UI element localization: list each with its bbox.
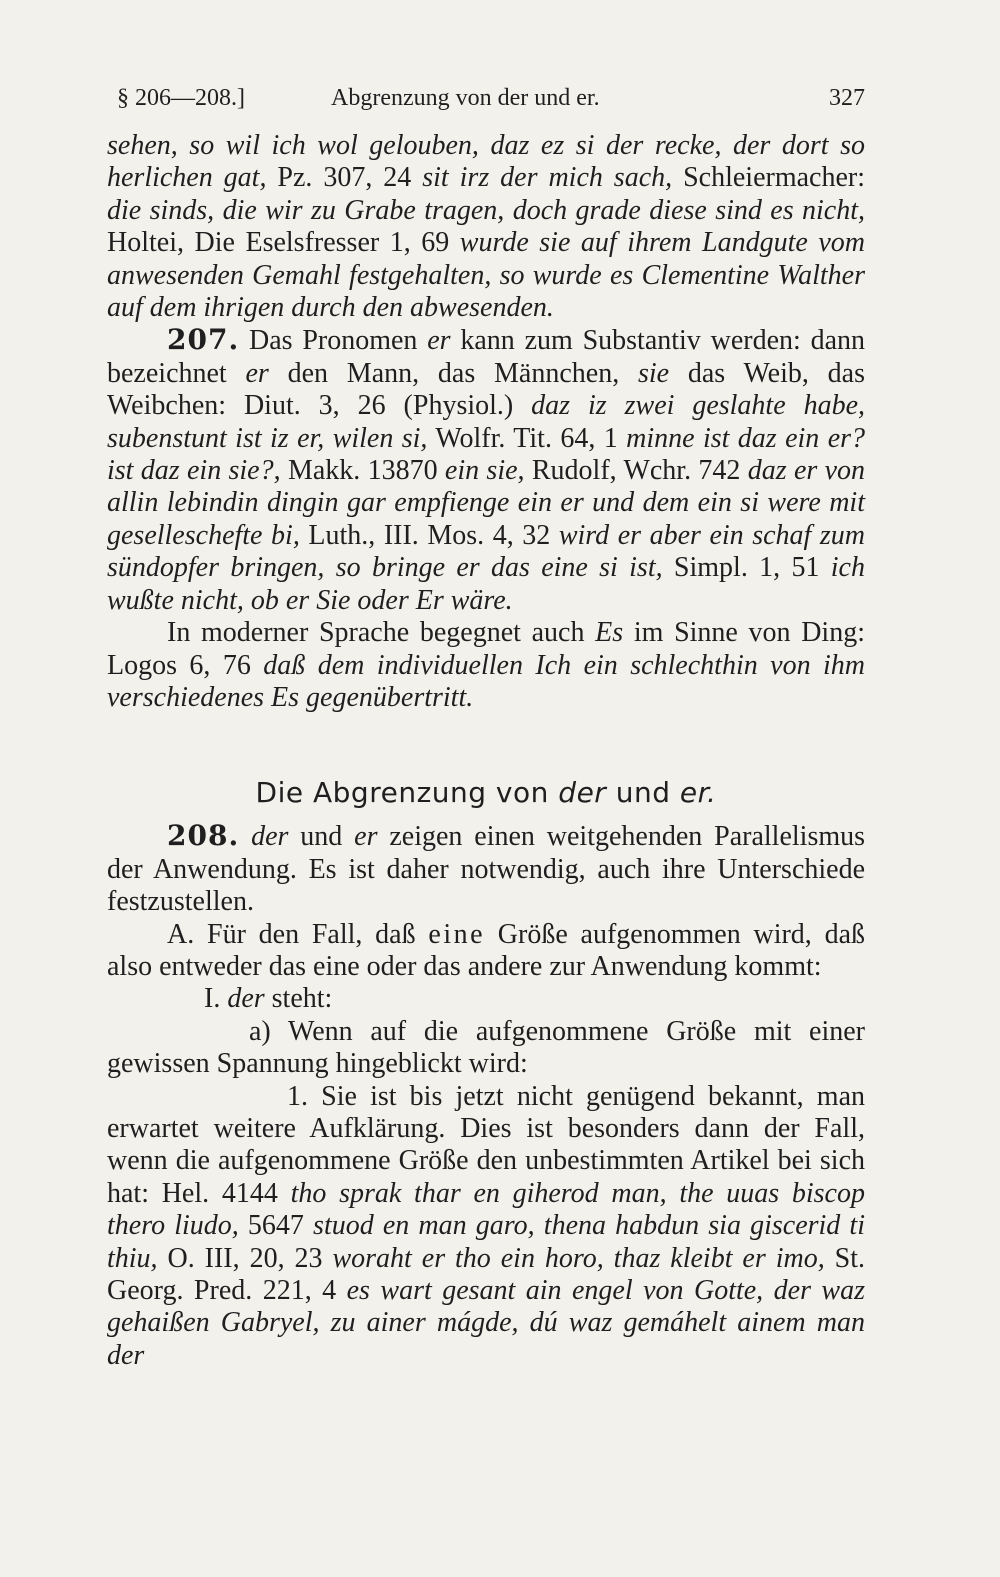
paragraph-case-i [107, 983, 865, 1015]
emphasis: eine [428, 918, 486, 950]
text: steht: [264, 983, 333, 1015]
heading-prefix: Die Abgrenzung von [255, 776, 549, 810]
term: er [427, 325, 451, 357]
page-body [107, 130, 865, 1372]
paragraph-207 [107, 324, 865, 617]
paragraph-case-1 [107, 1081, 865, 1373]
citation: 5647 [238, 1210, 314, 1242]
citation: Pz. 307, 24 [266, 162, 423, 194]
citation: O. III, 20, 23 [157, 1242, 333, 1274]
quote: daz er von allin lebindin dingin gar empfienge ein er und dem ein si were mit geselleschefte bi, [107, 455, 866, 551]
running-title: Abgrenzung von der und er. [331, 85, 600, 111]
text: I. [204, 983, 228, 1015]
section-range: § 206—208.] [117, 85, 245, 111]
quote: ein sie, [444, 455, 525, 487]
running-header [117, 82, 865, 114]
text: und [288, 821, 355, 853]
section-number: 208. [167, 819, 240, 853]
citation: St. Georg. Pred. 221, 4 [107, 1242, 865, 1306]
quote: minne ist daz ein er? ist daz ein sie?, [107, 422, 866, 487]
term: sie [637, 357, 670, 389]
quote: es wart gesant ain engel von Gotte, der waz gehaißen Gabryel, zu ainer mágde, dú waz gemáhelt ainem man der [107, 1275, 865, 1371]
paragraph-continuation [107, 130, 865, 324]
paragraph-208 [107, 820, 865, 918]
citation: Wolfr. Tit. 64, 1 [427, 422, 627, 454]
quote: wird er aber ein schaf zum sündopfer bringen, so bringe er das eine si ist, [107, 519, 866, 584]
citation: Makk. 13870 [280, 455, 445, 487]
paragraph-modern-usage [107, 617, 865, 714]
paragraph-case-a [107, 919, 865, 984]
heading-middle: und [615, 776, 671, 810]
heading-term-der: der [558, 776, 607, 810]
term: der [227, 983, 265, 1015]
quote: stuod en man garo, thena habdun sia giscerid ti thiu, [107, 1210, 865, 1274]
page-number: 327 [829, 85, 865, 111]
term: er [354, 821, 378, 853]
text: In moderner Sprache begegnet auch [167, 617, 596, 649]
quote: sehen, so wil ich wol gelouben, daz ez si der recke, der dort so herlichen gat, [107, 130, 865, 194]
heading-term-er: er. [679, 776, 717, 810]
text: zeigen einen weitgehenden Parallelismus der Anwendung. Es ist daher notwendig, auch ihre Unterschiede festzustellen. [107, 821, 866, 918]
text: 1. Sie ist bis jetzt nicht genügend bekannt, man erwartet weitere Aufklärung. Dies ist besonders dann der Fall, wenn die aufgenommene Größe den unbestimmten Artikel bei sich hat: Hel. 4144 [107, 1080, 865, 1209]
citation: Rudolf, Wchr. 742 [524, 455, 748, 487]
quote: wurde sie auf ihrem Landgute vom anwesenden Gemahl festgehalten, so wurde es Clementine Walther auf dem ihrigen durch den abwesenden. [107, 227, 866, 324]
quote: daß dem individuellen Ich ein schlechthin von ihm verschiedenes Es gegenübertritt. [107, 649, 865, 713]
paragraph-case-a-lower [107, 1016, 865, 1081]
quote: daz iz zwei geslahte habe, subenstunt ist iz er, wilen si, [107, 390, 866, 454]
quote: ich wußte nicht, ob er Sie oder Er wäre. [107, 552, 865, 616]
term: er [245, 357, 269, 389]
quote: woraht er tho ein horo, thaz kleibt er imo, [332, 1242, 825, 1274]
citation: Holtei, Die Eselsfresser 1, 69 [107, 227, 460, 259]
text: den Mann, das Männchen, [268, 357, 638, 389]
text: Größe aufgenommen wird, daß also entweder das eine oder das andere zur Anwendung kommt: [107, 918, 866, 982]
text: A. Für den Fall, daß [167, 918, 429, 950]
text: a) Wenn auf die aufgenommene Größe mit einer gewissen Spannung hingeblickt wird: [107, 1015, 865, 1080]
section-heading [107, 776, 865, 810]
text: das Weib, das Weibchen: Diut. 3, 26 (Physiol.) [107, 357, 865, 422]
quote: die sinds, die wir zu Grabe tragen, doch grade diese sind es nicht, [107, 194, 865, 226]
term: Es [595, 617, 624, 649]
text: Das Pronomen [239, 325, 428, 357]
quote: tho sprak thar en giherod man, the uuas biscop thero liudo, [107, 1177, 865, 1242]
term: der [251, 821, 289, 853]
text: im Sinne von Ding: Logos 6, 76 [107, 617, 865, 681]
quote: sit irz der mich sach, [422, 162, 673, 194]
citation: Schleiermacher: [672, 162, 865, 194]
citation: Luth., III. Mos. 4, 32 [299, 519, 559, 551]
text: kann zum Substantiv werden: dann bezeichnet [107, 325, 865, 389]
citation: Simpl. 1, 51 [662, 552, 831, 584]
section-number: 207. [167, 323, 240, 357]
text [239, 821, 251, 852]
